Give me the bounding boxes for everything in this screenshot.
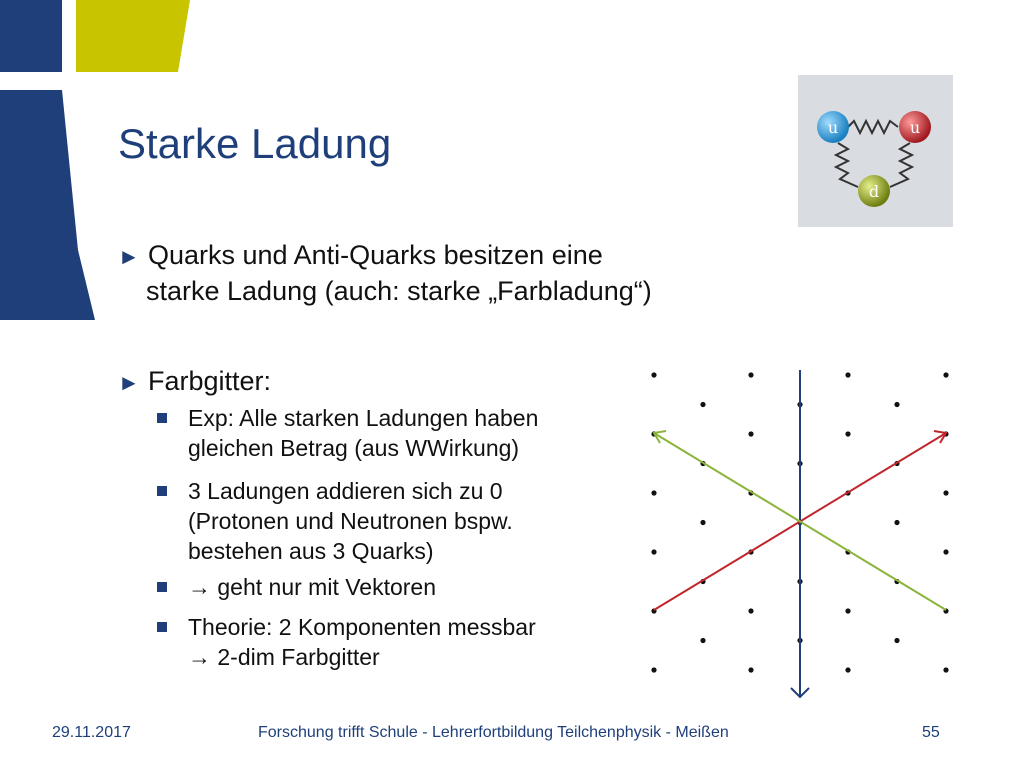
lattice-dot xyxy=(943,667,948,672)
quark-triangle-graphic xyxy=(798,75,953,227)
lattice-dot xyxy=(748,608,753,613)
lattice-dot xyxy=(845,372,850,377)
lattice-dot xyxy=(651,667,656,672)
square-bullet-icon xyxy=(157,413,167,423)
subbullet-theorie: Theorie: 2 Komponenten messbar → 2-dim Farbgitter xyxy=(160,612,630,672)
lattice-dot xyxy=(700,638,705,643)
lattice-dot xyxy=(845,608,850,613)
quark-label-d: d xyxy=(868,182,880,201)
square-bullet-icon xyxy=(157,486,167,496)
lattice-dot xyxy=(943,549,948,554)
slide-title: Starke Ladung xyxy=(118,120,392,167)
lattice-dot xyxy=(651,549,656,554)
lattice-dot xyxy=(894,638,899,643)
lattice-dot xyxy=(748,372,753,377)
deco-navy-square xyxy=(0,0,62,72)
quark-label-u1: u xyxy=(827,118,839,137)
subbullet-drei-ladungen: 3 Ladungen addieren sich zu 0 (Protonen und Neutronen bspw. bestehen aus 3 Quarks) xyxy=(160,476,630,566)
lattice-dot xyxy=(700,520,705,525)
color-lattice xyxy=(620,355,970,705)
lattice-dot xyxy=(748,431,753,436)
gluon-spring-right xyxy=(890,143,912,187)
lattice-dot xyxy=(943,372,948,377)
lattice-dot xyxy=(894,402,899,407)
bullet-arrow-icon: ► xyxy=(118,370,140,395)
footer-date: 29.11.2017 xyxy=(52,724,131,741)
subbullet-vektoren: → geht nur mit Vektoren xyxy=(160,572,630,602)
lattice-dot xyxy=(845,431,850,436)
quark-diagram xyxy=(798,75,953,227)
footer-page-number: 55 xyxy=(922,724,940,741)
bullet-arrow-icon: ► xyxy=(118,244,140,269)
lattice-dot xyxy=(651,372,656,377)
deco-olive-block xyxy=(76,0,190,72)
footer-title: Forschung trifft Schule - Lehrerfortbildung Teilchenphysik - Meißen xyxy=(258,724,729,741)
lattice-dot xyxy=(943,490,948,495)
gluon-spring-top xyxy=(848,121,898,133)
square-bullet-icon xyxy=(157,582,167,592)
deco-navy-bar xyxy=(0,90,95,320)
quark-label-u2: u xyxy=(909,118,921,137)
subbullet-exp: Exp: Alle starken Ladungen haben gleichen Betrag (aus WWirkung) xyxy=(160,403,630,463)
lattice-dot xyxy=(845,667,850,672)
square-bullet-icon xyxy=(157,622,167,632)
gluon-spring-left xyxy=(836,143,858,187)
lattice-dot xyxy=(700,402,705,407)
lattice-dot xyxy=(651,490,656,495)
bullet-farbgitter: ► Farbgitter: xyxy=(118,364,271,400)
lattice-dot xyxy=(894,520,899,525)
bullet-quarks: ► Quarks und Anti-Quarks besitzen eine starke Ladung (auch: starke „Farbladung“) xyxy=(118,240,652,306)
lattice-dot xyxy=(748,667,753,672)
